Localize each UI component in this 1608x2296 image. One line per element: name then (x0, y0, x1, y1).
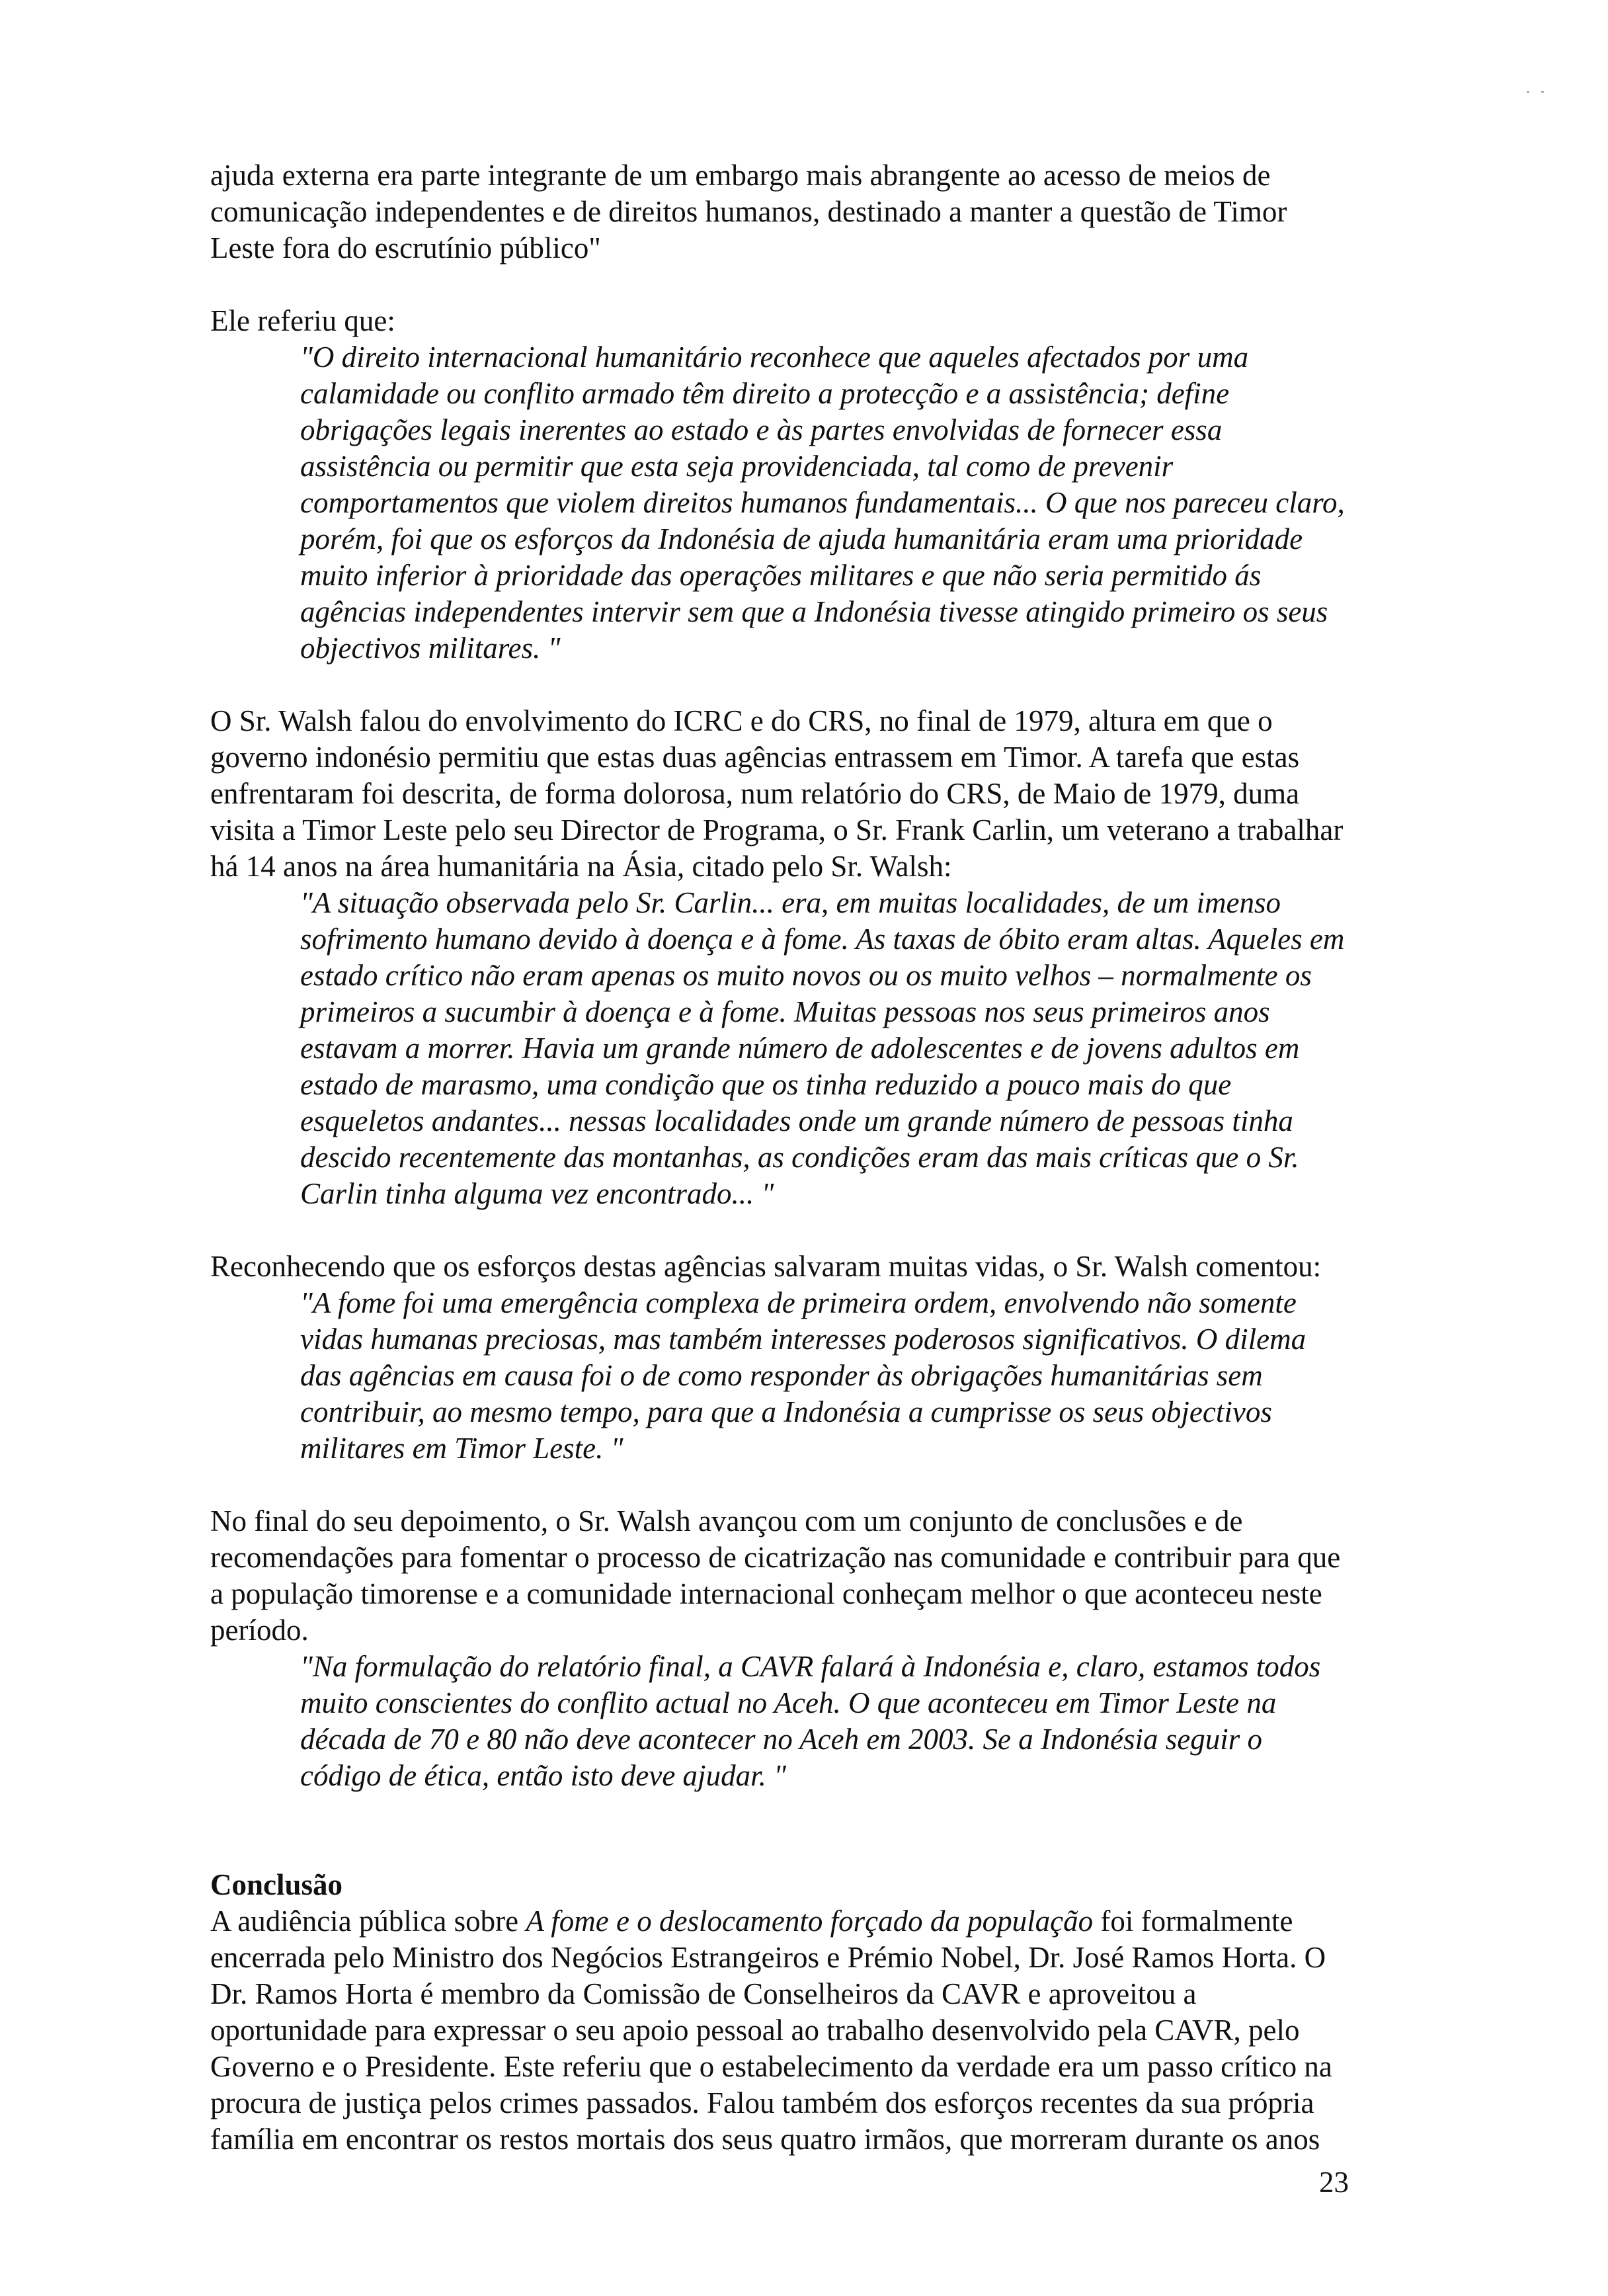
body-paragraph-agencies-saved-lives: Reconhecendo que os esforços destas agências salvaram muitas vidas, o Sr. Walsh comentou: (210, 1250, 1322, 1283)
body-paragraph-continuation: ajuda externa era parte integrante de um embargo mais abrangente ao acesso de meios de comunicação independentes e de direitos humanos, destinado a manter a questão de Timor Leste fora do escrutínio público" (210, 159, 1287, 265)
body-paragraph-recommendations: No final do seu depoimento, o Sr. Walsh avançou com um conjunto de conclusões e de recomendações para fomentar o processo de cicatrização nas comunidade e contribuir para que a população timorense e a comunidade internacional conheçam melhor o que aconteceu neste período. (210, 1504, 1341, 1647)
page-number: 23 (1319, 2166, 1349, 2199)
scan-mark (1527, 91, 1529, 93)
quote-carlin-report: "A situação observada pelo Sr. Carlin... era, em muitas localidades, de um imenso sofrimento humano devido à doença e à fome. As taxas de óbito eram altas. Aqueles em estado crítico não eram apenas os muito novos ou os muito velhos – normalmente os primeiros a sucumbir à doença e à fome. Muitas pessoas nos seus primeiros anos estavam a morrer. Havia um grande número de adolescentes e de jovens adultos em estado de marasmo, uma condição que os tinha reduzido a pouco mais do que esqueletos andantes... nessas localidades onde um grande número de pessoas tinha descido recentemente das montanhas, as condições eram das mais críticas que o Sr. Carlin tinha alguma vez encontrado... " (300, 886, 1345, 1210)
quote-final-report: "Na formulação do relatório final, a CAVR falará à Indonésia e, claro, estamos todos muito conscientes do conflito actual no Aceh. O que aconteceu em Timor Leste na década de 70 e 80 não deve acontecer no Aceh em 2003. Se a Indonésia seguir o código de ética, então isto deve ajudar. " (300, 1650, 1321, 1792)
body-paragraph-ele-referiu: Ele referiu que: (210, 304, 395, 337)
document-content (210, 157, 1347, 2158)
body-paragraph-icrc-crs: O Sr. Walsh falou do envolvimento do ICRC e do CRS, no final de 1979, altura em que o governo indonésio permitiu que estas duas agências entrassem em Timor. A tarefa que estas enfrentaram foi descrita, de forma dolorosa, num relatório do CRS, de Maio de 1979, duma visita a Timor Leste pelo seu Director de Programa, o Sr. Frank Carlin, um veterano a trabalhar há 14 anos na área humanitária na Ásia, citado pelo Sr. Walsh: (210, 704, 1344, 883)
hearing-title: A fome e o deslocamento forçado da população (526, 1905, 1094, 1938)
conclusion-text-end: foi formalmente encerrada pelo Ministro dos Negócios Estrangeiros e Prémio Nobel, Dr. José Ramos Horta. O Dr. Ramos Horta é membro da Comissão de Conselheiros da CAVR e aproveitou a oportunidade para expressar o seu apoio pessoal ao trabalho desenvolvido pela CAVR, pelo Governo e o Presidente. Este referiu que o estabelecimento da verdade era um passo crítico na procura de justiça pelos crimes passados. Falou também dos esforços recentes da sua própria família em encontrar os restos mortais dos seus quatro irmãos, que morreram durante os anos (210, 1905, 1332, 2156)
quote-humanitarian-law: "O direito internacional humanitário reconhece que aqueles afectados por uma calamidade ou conflito armado têm direito a protecção e a assistência; define obrigações legais inerentes ao estado e às partes envolvidas de fornecer essa assistência ou permitir que esta seja providenciada, tal como de prevenir comportamentos que violem direitos humanos fundamentais... O que nos pareceu claro, porém, foi que os esforços da Indonésia de ajuda humanitária eram uma prioridade muito inferior à prioridade das operações militares e que não seria permitido ás agências independentes intervir sem que a Indonésia tivesse atingido primeiro os seus objectivos militares. " (300, 341, 1345, 665)
quote-complex-emergency: "A fome foi uma emergência complexa de primeira ordem, envolvendo não somente vidas humanas preciosas, mas também interesses poderosos significativos. O dilema das agências em causa foi o de como responder às obrigações humanitárias sem contribuir, ao mesmo tempo, para que a Indonésia a cumprisse os seus objectivos militares em Timor Leste. " (300, 1286, 1306, 1465)
section-heading-conclusao: Conclusão (210, 1868, 343, 1901)
conclusion-text-start: A audiência pública sobre (210, 1905, 526, 1938)
conclusion-paragraph (210, 1903, 1347, 2158)
scan-mark (1541, 91, 1544, 93)
